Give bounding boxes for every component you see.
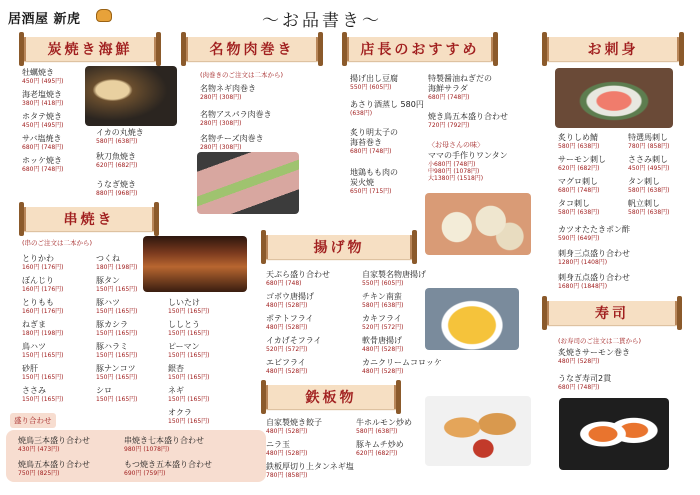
section-note: (お寿司のご注文は二貫から): [558, 337, 642, 345]
menu-item: ゴボウ唐揚げ 480円 (528円): [266, 292, 314, 309]
menu-item: ニラ玉 480円 (528円): [266, 440, 308, 457]
menu-item: 刺身五点盛り合わせ 1680円 (1848円): [558, 273, 630, 290]
menu-item: 海老塩焼き 380円 (418円): [22, 90, 64, 107]
banner-fried: [264, 235, 414, 259]
menu-item: ねぎま 180円 (198円): [22, 320, 64, 337]
menu-item: タン刺し 580円 (638円): [628, 177, 670, 194]
menu-item: 軟骨唐揚げ 480円 (528円): [362, 336, 404, 353]
banner-sushi: [545, 301, 679, 325]
menu-item: ポテトフライ 480円 (528円): [266, 314, 314, 331]
menu-item: エビフライ 480円 (528円): [266, 358, 308, 375]
menu-item: 自家製名物唐揚げ 550円 (605円): [362, 270, 426, 287]
menu-item: 串焼き七本盛り合わせ 980円 (1078円): [124, 436, 204, 453]
menu-item: うなぎ焼き 880円 (968円): [96, 180, 138, 197]
menu-item: もつ焼き五本盛り合わせ 690円 (759円): [124, 460, 212, 477]
banner-seafood: [22, 37, 158, 61]
sushi-photo: [559, 398, 669, 470]
french-fries-photo: [425, 288, 519, 350]
menu-item: とりもも 160円 (176円): [22, 298, 64, 315]
menu-item: ししとう 150円 (165円): [168, 320, 210, 337]
menu-item: 名物チーズ肉巻き 280円 (308円): [200, 134, 264, 151]
menu-item: ピーマン 150円 (165円): [168, 342, 210, 359]
section-title-meat-rolls: 名物肉巻き: [209, 42, 295, 58]
menu-item: 特製醤油ねぎだの 海鮮サラダ 680円 (748円): [428, 74, 492, 101]
menu-item: ホタテ焼き 450円 (495円): [22, 112, 64, 129]
menu-item: カツオたたきポン酢 590円 (649円): [558, 225, 630, 242]
menu-item: 牛ホルモン炒め 580円 (638円): [356, 418, 412, 435]
shop-name: 居酒屋 新虎: [8, 12, 81, 27]
menu-item: 帆立刺し 580円 (638円): [628, 199, 670, 216]
menu-item: とりかわ 160円 (176円): [22, 254, 64, 271]
platter-label: 盛り合わせ: [10, 413, 56, 428]
menu-item: 銀杏 150円 (165円): [168, 364, 210, 381]
sashimi-photo: [555, 68, 673, 128]
grilled-oyster-photo: [85, 66, 177, 126]
section-title-sashimi: お刺身: [587, 42, 639, 58]
gyoza-photo: [425, 396, 531, 466]
menu-item: 炙焼きサーモン巻き 480円 (528円): [558, 348, 630, 365]
banner-meat-rolls: [184, 37, 320, 61]
menu-item: うなぎ寿司2貫 680円 (748円): [558, 374, 612, 391]
menu-item: サバ塩焼き 680円 (748円): [22, 134, 64, 151]
menu-item: 豚タン 150円 (165円): [96, 276, 138, 293]
banner-recommend: [345, 37, 495, 61]
section-note: (肉巻きのご注文は二本から): [200, 71, 284, 79]
menu-item: 豚ナンコツ 150円 (165円): [96, 364, 138, 381]
menu-item: ささみ 150円 (165円): [22, 386, 64, 403]
menu-item: あさり酒蒸し 580円 (638円): [350, 100, 424, 117]
wonton-photo: [425, 193, 531, 255]
menu-item: 揚げ出し豆腐 550円 (605円): [350, 74, 398, 91]
menu-item: 名物ネギ肉巻き 280円 (308円): [200, 84, 256, 101]
yakitori-photo: [143, 236, 247, 292]
menu-item: 牡蠣焼き 450円 (495円): [22, 68, 64, 85]
menu-item: つくね 180円 (198円): [96, 254, 138, 271]
menu-item: 刺身三点盛り合わせ 1280円 (1408円): [558, 249, 630, 266]
menu-item: 炙り明太子の 海苔巻き 680円 (748円): [350, 128, 398, 155]
menu-item: シロ 150円 (165円): [96, 386, 138, 403]
menu-item: 砂肝 150円 (165円): [22, 364, 64, 381]
menu-item: カキフライ 520円 (572円): [362, 314, 404, 331]
menu-item: サーモン刺し 620円 (682円): [558, 155, 606, 172]
menu-item: タコ刺し 580円 (638円): [558, 199, 600, 216]
menu-item: 焼鳥三本盛り合わせ 430円 (473円): [18, 436, 90, 453]
menu-item: マグロ刺し 680円 (748円): [558, 177, 600, 194]
menu-item: イカの丸焼き 580円 (638円): [96, 128, 144, 145]
tiger-logo-icon: [96, 9, 112, 22]
menu-item: 特選馬刺し 780円 (858円): [628, 133, 670, 150]
section-title-sushi: 寿司: [595, 306, 629, 322]
section-title-seafood: 炭焼き海鮮: [47, 42, 133, 58]
menu-item: チキン南蛮 580円 (638円): [362, 292, 404, 309]
menu-item: 鉄板厚切り上タンネギ塩 780円 (858円): [266, 462, 354, 479]
menu-item: 炙りしめ鯖 580円 (638円): [558, 133, 600, 150]
section-title-fried: 揚げ物: [313, 240, 365, 256]
menu-item: 豚カシラ 150円 (165円): [96, 320, 138, 337]
mama-label: 〈お母さんの味〉: [428, 141, 484, 149]
banner-sashimi: [545, 37, 681, 61]
menu-item: 地鶏もも肉の 炭火焼 650円 (715円): [350, 168, 398, 195]
menu-item: 豚キムチ炒め 620円 (682円): [356, 440, 404, 457]
section-title-teppan: 鉄板物: [305, 390, 357, 406]
menu-item: ママの手作りワンタン 小680円 (748円) 中980円 (1078円) 大1380円 (1518円): [428, 151, 508, 182]
menu-item: しいたけ 150円 (165円): [168, 298, 210, 315]
meat-roll-photo: [197, 152, 299, 214]
menu-item: 焼鳥五本盛り合わせ 750円 (825円): [18, 460, 90, 477]
menu-item: ささみ刺し 450円 (495円): [628, 155, 670, 172]
section-title-yakitori: 串焼き: [63, 212, 115, 228]
menu-item: 名物アスパラ肉巻き 280円 (308円): [200, 110, 272, 127]
section-title-recommend: 店長のおすすめ: [360, 42, 480, 58]
menu-item: カニクリームコロッケ 480円 (528円): [362, 358, 442, 375]
menu-item: ホッケ焼き 680円 (748円): [22, 156, 64, 173]
menu-item: 豚ハラミ 150円 (165円): [96, 342, 138, 359]
menu-item: 豚ハツ 150円 (165円): [96, 298, 138, 315]
menu-item: 天ぷら盛り合わせ 680円 (748): [266, 270, 330, 287]
menu-item: 秋刀魚焼き 620円 (682円): [96, 152, 138, 169]
page-title: 〜お品書き〜: [262, 11, 382, 31]
menu-item: ぼんじり 160円 (176円): [22, 276, 64, 293]
menu-item: ネギ 150円 (165円): [168, 386, 210, 403]
menu-item: 鳥ハツ 150円 (165円): [22, 342, 64, 359]
menu-item: 自家製焼き餃子 480円 (528円): [266, 418, 322, 435]
banner-yakitori: [22, 207, 156, 231]
menu-item: 焼き鳥五本盛り合わせ 720円 (792円): [428, 112, 508, 129]
section-note: (串のご注文は二本から): [22, 239, 93, 247]
menu-item: イカげそフライ 520円 (572円): [266, 336, 322, 353]
menu-item: オクラ 150円 (165円): [168, 408, 210, 425]
banner-teppan: [264, 385, 398, 409]
